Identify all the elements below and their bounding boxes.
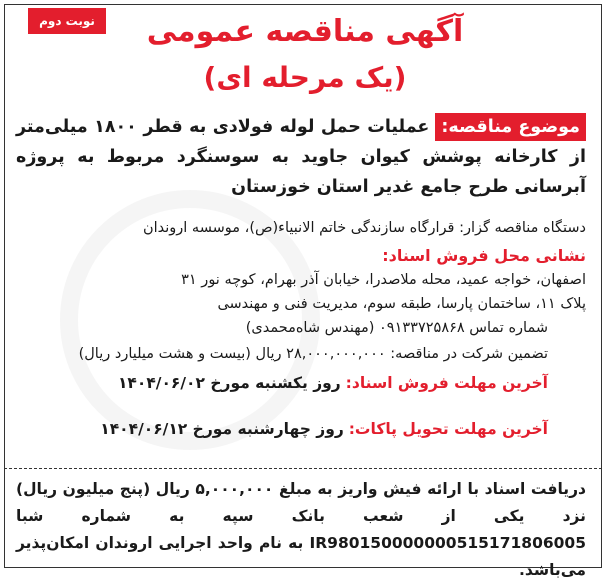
subject-label: موضوع مناقصه: — [435, 113, 586, 141]
guarantee-line — [0, 346, 548, 362]
organizer-label: دستگاه مناقصه گزار: — [459, 220, 586, 236]
address-line-2: پلاک ۱۱، ساختمان پارسا، طبقه سوم، مدیریت فنی و مهندسی — [217, 296, 586, 312]
sale-deadline-date: روز یکشنبه مورخ ۱۴۰۴/۰۶/۰۲ — [117, 374, 341, 392]
footer-paragraph: دریافت اسناد با ارائه فیش واریز به مبلغ ۵,۰۰۰,۰۰۰ ریال (پنج میلیون ریال) نزد یکی از شعب بانک سپه به شماره شبا IR980150000000515171806005 به نام واحد اجرایی اروندان امکان‌پذیر می‌باشد. — [16, 480, 587, 579]
sale-location-label: نشانی محل فروش اسناد: — [382, 246, 586, 265]
organizer-line — [16, 220, 586, 236]
organizer-text: قرارگاه سازندگی خاتم الانبیاء(ص)، موسسه اروندان — [142, 220, 455, 236]
dashed-divider — [4, 468, 602, 469]
contact-phone: شماره تماس ۰۹۱۳۳۷۲۵۸۶۸ (مهندس شاه‌محمدی) — [245, 320, 548, 336]
guarantee-amount: ۲۸,۰۰۰,۰۰۰,۰۰۰ ریال (بیست و هشت میلیارد ریال) — [78, 346, 386, 362]
subject-paragraph — [16, 112, 586, 202]
delivery-deadline-date: روز چهارشنبه مورخ ۱۴۰۴/۰۶/۱۲ — [100, 420, 344, 438]
delivery-deadline-label: آخرین مهلت تحویل پاکات: — [348, 420, 548, 438]
guarantee-label: تضمین شرکت در مناقصه: — [390, 346, 548, 362]
address-line-1: اصفهان، خواجه عمید، محله ملاصدرا، خیابان آذر بهرام، کوچه نور ۳۱ — [181, 272, 586, 288]
subject-text: عملیات حمل لوله فولادی به قطر ۱۸۰۰ میلی‌متر از کارخانه پوشش کیوان جاوید به سوسنگرد مربوط به پروژه آبرسانی طرح جامع غدیر استان خوزستان — [16, 117, 586, 197]
notice-title: آگهی مناقصه عمومی — [146, 14, 464, 49]
sale-deadline-label: آخرین مهلت فروش اسناد: — [345, 374, 548, 392]
publication-badge: نوبت دوم — [28, 8, 106, 34]
sale-deadline-line — [0, 374, 548, 392]
notice-subtitle: (یک مرحله ای) — [203, 61, 407, 94]
delivery-deadline-line — [0, 420, 548, 438]
